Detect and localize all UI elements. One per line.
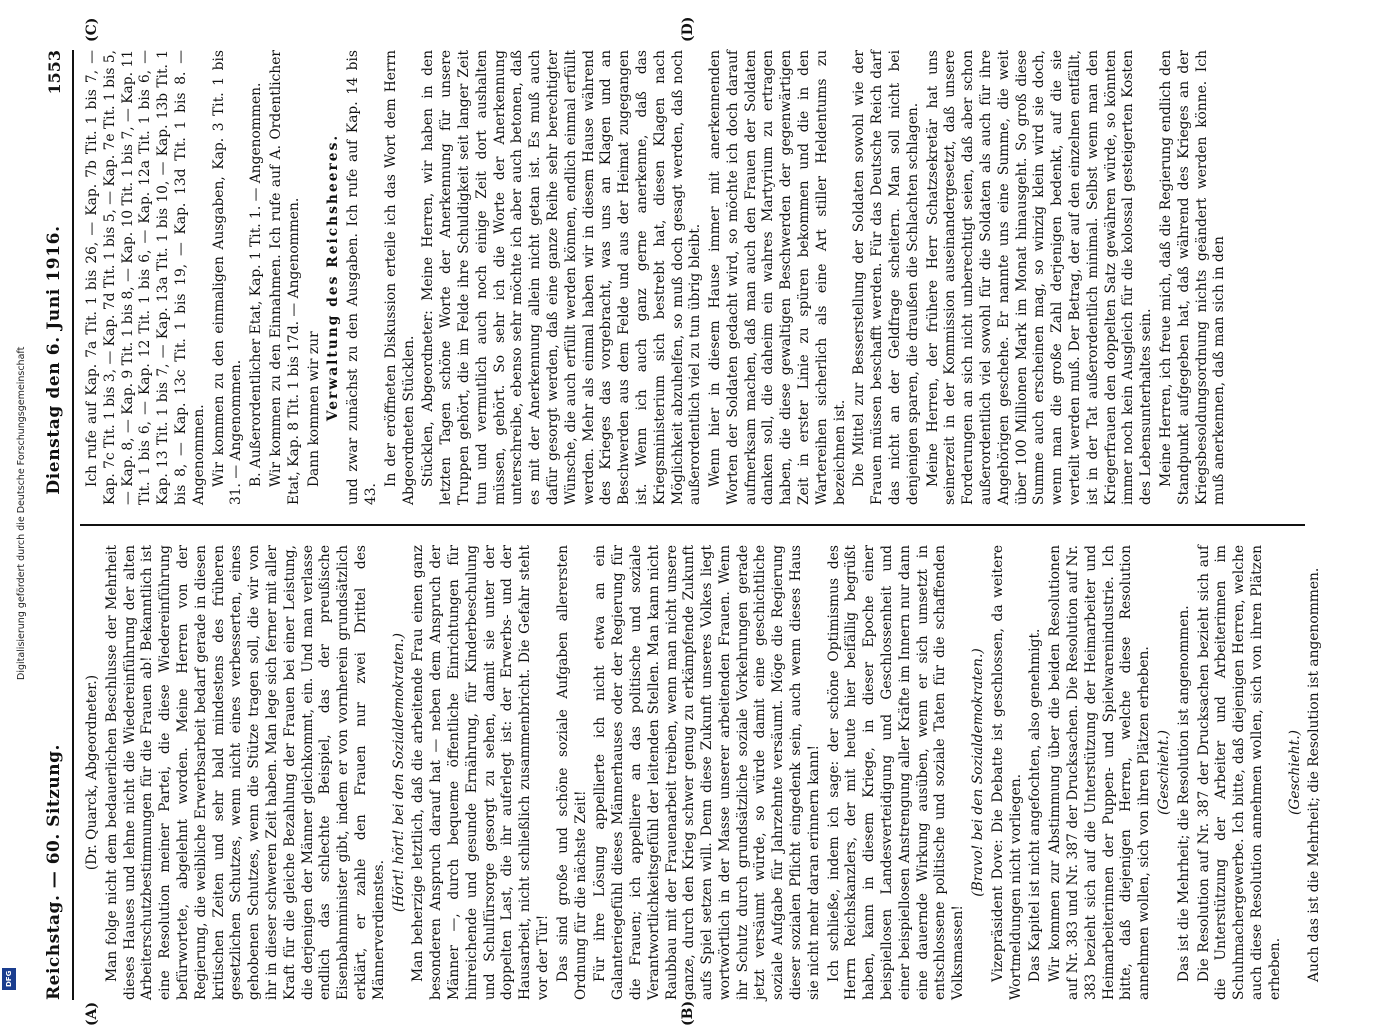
dfg-logo: DFG <box>2 968 16 990</box>
rotated-page-content <box>40 16 1330 1026</box>
paragraph: Ich rufe auf Kap. 7a Tit. 1 bis 26, — Kap. 7b Tit. 1 bis 7, — Kap. 7c Tit. 1 bis 3, — Kap. 7d Tit. 1 bis 5, — Kap. 7e Tit. 1 bis 5, — Kap. 8, — Kap. 9 Tit. 1 bis 8, — Kap. 10 Tit. 1 bis 7, — Kap. 11 Tit. 1 bis 6, — Kap. 12 Tit. 1 bis 6, — Kap. 12a Tit. 1 bis 6, — Kap. 13 Tit. 1 bis 7, — Kap. 13a Tit. 1 bis 10, — Kap. 13b Tit. 1 bis 8, — Kap. 13c Tit. 1 bis 19, — Kap. 13d Tit. 1 bis 8. — Angenommen. <box>84 50 207 505</box>
paragraph: Vizepräsident Dove: Die Debatte ist geschlossen, da weitere Wortmeldungen nicht vorliegen. <box>989 545 1024 1000</box>
page-header <box>40 50 68 1000</box>
left-column <box>84 545 1323 1000</box>
paragraph: Das sind große und schöne soziale Aufgaben allerersten Ordnung für die nächste Zeit! <box>554 545 589 1000</box>
right-column <box>84 50 1304 505</box>
paragraph: Das Kapitel ist nicht angefochten, also genehmigt. <box>1027 628 1044 982</box>
margin-marker-c: (C) <box>84 17 100 42</box>
paragraph: Wir kommen zu den Einnahmen. Ich rufe auf A. Ordentlicher Etat, Kap. 8 Tit. 1 bis 17d. — Angenommen. <box>267 50 302 505</box>
interjection: (Geschieht.) <box>1156 729 1173 816</box>
header-rule <box>72 50 74 1000</box>
header-left: Reichstag. — 60. Sitzung. <box>44 744 64 1000</box>
paragraph: B. Außerordentlicher Etat, Kap. 1 Tit. 1. — Angenommen. <box>248 82 265 487</box>
paragraph: Die Resolution auf Nr. 387 der Drucksachen bezieht sich auf die Unterstützung der Arbeiter und Arbeiterinnen im Schuhmachergewerbe. Ich bitte, daß diejenigen Herren, welche auch diese Resolution annehmen wollen, sich von ihren Plätzen erheben. <box>1195 545 1283 1000</box>
header-date: Dienstag den 6. Juni 1916. <box>44 225 64 495</box>
paragraph: Das ist die Mehrheit; die Resolution ist angenommen. <box>1175 605 1192 982</box>
paragraph: Die Mittel zur Besserstellung der Soldaten sowohl wie der Frauen müssen beschafft werden. Für das Deutsche Reich darf das nicht an der Geldfrage scheitern. Man soll nicht bei denjenigen sparen, die draußen die Schlachten schlagen. <box>851 50 921 505</box>
paragraph: In der eröffneten Diskussion erteile ich das Wort dem Herrn Abgeordneten Stücklen. <box>382 50 417 505</box>
paragraph: Stücklen, Abgeordneter: Meine Herren, wir haben in den letzten Tagen schöne Worte der Anerkennung für unsere Truppen gehört, die im Felde ihre Schuldigkeit seit langer Zeit tun und vermutlich auch noch einige Zeit dort aushalten müssen, gehört. So sehr ich die Worte der Anerkennung unterschreibe, ebenso sehr möchte ich aber auch betonen, daß es mit der Anerkennung allein nicht getan ist. Es muß auch dafür gesorgt werden, daß eine ganze Reihe sehr berechtigter Wünsche, die auch erfüllt werden können, endlich einmal erfüllt werden. Mehr als einmal haben wir in diesem Hause während des Krieges das vorgebracht, was uns an Klagen und an Beschwerden aus dem Felde und aus der Heimat zugegangen ist. Wenn ich auch ganz gerne anerkenne, daß das Kriegsministerium sich bestrebt hat, diesen Klagen nach Möglichkeit abzuhelfen, so muß doch gesagt werden, daß noch außerordentlich viel zu tun übrig bleibt. <box>420 50 704 505</box>
margin-marker-b: (B) <box>680 1000 696 1026</box>
margin-marker-a: (A) <box>84 1001 100 1026</box>
paragraph: Für ihre Lösung appellierte ich nicht etwa an ein Galanteriegefühl dieses Männerhauses oder der Regierung für die Frauen; ich appelliere an das politische und soziale Verantwortlichkeitsgefühl der leitenden Stellen. Man kann nicht Raubbau mit der Frauenarbeit treiben, wenn man nicht unsere ganze, durch den Krieg schwer genug zu erkämpfende Zukunft aufs Spiel setzen will. Denn diese Zukunft unseres Volkes liegt wortwörtlich in der Masse unserer arbeitenden Frauen. Wenn ihr Schutz durch grundsätzliche soziale Vorkehrungen gerade jetzt versäumt würde, so würde damit eine geschichtliche soziale Aufgabe für Jahrzehnte versäumt. Möge die Regierung dieser sozialen Pflicht eingedenk sein, auch wenn dieses Haus sie nicht mehr daran erinnern kann! <box>592 545 822 1000</box>
page-number: 1553 <box>44 50 64 95</box>
column-divider <box>80 524 1305 526</box>
paragraph: Wir kommen zu den einmaligen Ausgaben, Kap. 3 Tit. 1 bis 31. — Angenommen. <box>210 50 245 505</box>
margin-marker-d: (D) <box>680 16 696 42</box>
paragraph: Meine Herren, der frühere Herr Schatzsekretär hat uns seinerzeit in der Kommission auseinandergesetzt, daß unsere Forderungen an sich nicht unberechtigt seien, daß aber schon außerordentlich viel sowohl für die Soldaten als auch für ihre Angehörigen geschehe. Er nannte uns eine Summe, die weit über 100 Millionen Mark im Monat hinausgeht. So groß diese Summe auch erscheinen mag, so winzig klein wird sie doch, wenn man die große Zahl derjenigen bedenkt, auf die sie verteilt werden muß. Der Betrag, der auf den einzelnen entfällt, ist in der Tat außerordentlich minimal. Selbst wenn man den Kriegerfrauen den doppelten Satz gewähren würde, so könnten immer noch kein Ausgleich für die kolossal gesteigerten Kosten des Lebensunterhaltes sein. <box>924 50 1155 505</box>
speaker-continuation: (Dr. Quarck, Abgeordneter.) <box>84 674 100 871</box>
paragraph: Wir kommen zur Abstimmung über die beiden Resolutionen auf Nr. 383 und Nr. 387 der Drucksachen. Die Resolution auf Nr. 383 bezieht sich auf die Unterstützung der Heimarbeiter und Heimarbeiterinnen der Puppen- und Spielwarenindustrie. Ich bitte, daß diejenigen Herren, welche diese Resolution annehmen wollen, sich von ihren Plätzen erheben. <box>1047 545 1153 1000</box>
digitization-credit: Digitalisierung gefördert durch die Deutsche Forschungsgemeinschaft <box>16 346 27 680</box>
paragraph: Dann kommen wir zur <box>305 331 322 487</box>
paragraph: Auch das ist die Mehrheit; die Resolution ist angenommen. <box>1306 567 1323 982</box>
section-heading: Verwaltung des Reichsheeres. <box>325 133 342 422</box>
paragraph: Man beherzige letztlich, daß die arbeitende Frau einen ganz besonderen Anspruch darauf hat — neben dem Anspruch der Männer —, durch bequeme öffentliche Einrichtungen für hinreichende und gesunde Ernährung, für Kinderbeschulung und Schulfürsorge gesorgt zu sehen, damit sie unter der doppelten Last, die ihr auferlegt ist: der Erwerbs- und der Hausarbeit, nicht schließlich zusammenbricht. Die Gefahr steht vor der Tür! <box>410 545 551 1000</box>
interjection: (Hört! hört! bei den Sozialdemokraten.) <box>390 632 407 913</box>
paragraph: Wenn hier in diesem Hause immer mit anerkennenden Worten der Soldaten gedacht wird, so möchte ich doch darauf aufmerksam machen, daß man auch den Frauen der Soldaten danken soll, die daheim ein wahres Martyrium zu ertragen haben, die diese gewaltigen Beschwerden der gegenwärtigen Zeit in erster Linie zu spüren bekommen und die in den Wartereihen sicherlich als eine Art stiller Heldentums zu bezeichnen ist. <box>707 50 848 505</box>
paragraph: Meine Herren, ich freue mich, daß die Regierung endlich den Standpunkt aufgegeben hat, daß während des Krieges an der Kriegsbesoldungsordnung nichts geändert werden könne. Ich muß anerkennen, daß man sich in den <box>1158 50 1228 505</box>
paragraph: Ich schließe, indem ich sage: der schöne Optimismus des Herrn Reichskanzlers, der mit heute hier beifällig begrüßt haben, kann in diesem Kriege, in dieser Epoche einer beispiellosen Landesverteidigung und Geschlossenheit und einer beispiellosen Anstrengung aller Kräfte im Innern nur dann eine dauernde Wirkung ausüben, wenn er sich umsetzt in entschlossene politische und soziale Taten für die schaffenden Volksmassen! <box>825 545 967 1000</box>
interjection: (Bravo! bei den Sozialdemokraten.) <box>970 648 987 897</box>
paragraph: Man folge nicht dem bedauerlichen Beschlusse der Mehrheit dieses Hauses und lehne nicht die Wiedereinführung der alten Arbeiterschutzbestimmungen für die Frauen ab! Bekanntlich ist eine Resolution meiner Partei, die diese Wiedereinführung befürwortete, abgelehnt worden. Meine Herren von der Regierung, die weibliche Erwerbsarbeit bedarf gerade in diesen kritischen Zeiten und sehr bald mindestens des früheren gesetzlichen Schutzes, wenn nicht eines verbesserten, eines gehobenen Schutzes, wenn die Stütze tragen soll, die wir von ihr in dieser schweren Zeit haben. Man lege sich ferner mit aller Kraft für die gleiche Bezahlung der Frauen bei einer Leistung, die derjenigen der Männer gleichkommt, ein. Und man verlasse endlich das schlechte Beispiel, das der preußische Eisenbahnminister gibt, indem er von vornherein grundsätzlich erklärt, er zahle den Frauen nur zwei Drittel des Männerverdienstes. <box>103 545 387 1000</box>
interjection: (Geschieht.) <box>1286 729 1303 816</box>
paragraph: und zwar zunächst zu den Ausgaben. Ich rufe auf Kap. 14 bis 43. <box>345 50 379 505</box>
